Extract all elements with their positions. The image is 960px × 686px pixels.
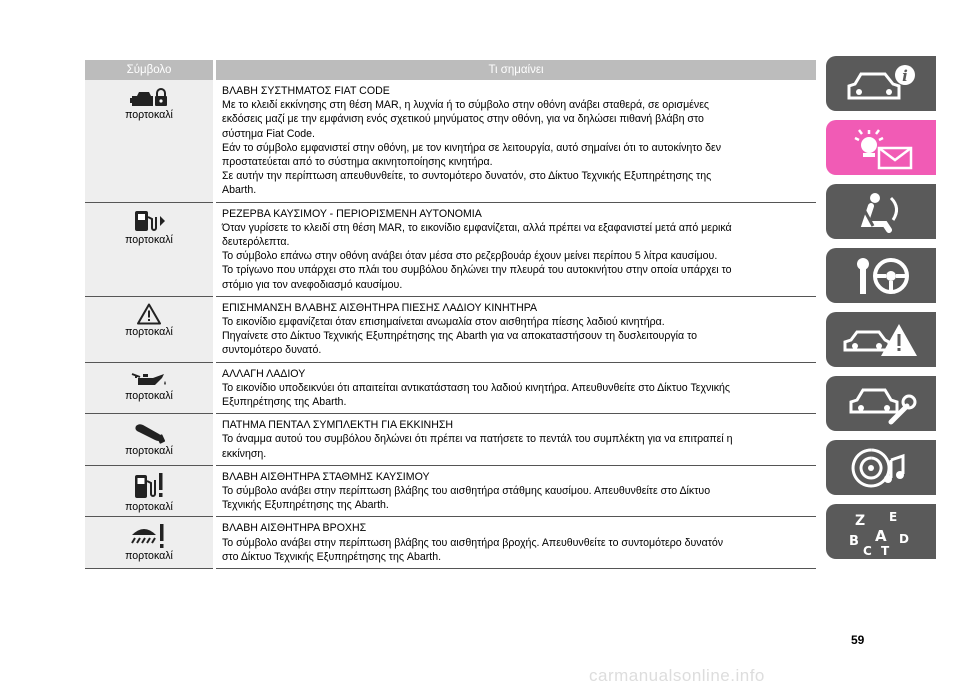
service-wrench-icon bbox=[841, 382, 921, 426]
symbol-color-label: πορτοκαλί bbox=[125, 109, 173, 121]
symbol-color-label: πορτοκαλί bbox=[125, 233, 173, 246]
description-cell bbox=[215, 414, 817, 466]
warning-title: ΒΛΑΒΗ ΑΙΣΘΗΤΗΡΑ ΒΡΟΧΗΣ bbox=[222, 522, 367, 535]
fuel-pump-icon bbox=[131, 209, 167, 233]
svg-text:E: E bbox=[889, 509, 898, 524]
alphabet-index-icon bbox=[841, 507, 921, 557]
warning-title: ΒΛΑΒΗ ΑΙΣΘΗΤΗΡΑ ΣΤΑΘΜΗΣ ΚΑΥΣΙΜΟΥ bbox=[222, 470, 430, 483]
description-line: Εάν το σύμβολο εμφανιστεί στην οθόνη, με τον κινητήρα σε λειτουργία, αυτό σημαίνει ότι το αυτοκίνητο δεν bbox=[222, 141, 722, 154]
symbol-color-label: πορτοκαλί bbox=[125, 445, 173, 458]
chapter-tab-car-crash-warning[interactable] bbox=[826, 312, 936, 367]
warning-title: ΕΠΙΣΗΜΑΝΣΗ ΒΛΑΒΗΣ ΑΙΣΘΗΤΗΡΑ ΠΙΕΣΗΣ ΛΑΔΙΟΥ ΚΙΝΗΤΗΡΑ bbox=[222, 301, 538, 314]
table-row bbox=[85, 202, 816, 296]
oil-can-icon bbox=[129, 369, 169, 389]
symbol-cell bbox=[85, 296, 215, 362]
symbol-column-header: Σύμβολο bbox=[85, 60, 215, 80]
chapter-tab-multimedia[interactable] bbox=[826, 440, 936, 495]
key-steering-wheel-icon bbox=[841, 254, 921, 298]
symbol-color-label: πορτοκαλί bbox=[125, 500, 173, 513]
chapter-tab-alphabet-index[interactable] bbox=[826, 504, 936, 559]
warning-title: ΒΛΑΒΗ ΣΥΣΤΗΜΑΤΟΣ FIAT CODE bbox=[222, 85, 390, 97]
symbol-color-label: πορτοκαλί bbox=[125, 389, 173, 402]
description-line: Το σύμβολο ανάβει στην περίπτωση βλάβης του αισθητήρα βροχής. Απευθυνθείτε το συντομότερο δυνατόν bbox=[222, 536, 724, 549]
description-line: εκκίνηση. bbox=[222, 447, 267, 460]
chapter-tab-service-wrench[interactable] bbox=[826, 376, 936, 431]
svg-text:C: C bbox=[863, 543, 872, 557]
table-row bbox=[85, 517, 816, 569]
description-line: εκδόσεις μαζί με την εμφάνιση ενός σχετικού μηνύματος στην οθόνη, για να δηλώσει πιθανή βλάβη στο bbox=[222, 113, 704, 126]
page-number: 59 bbox=[851, 633, 865, 647]
rain-sensor-fault-icon bbox=[130, 523, 168, 549]
meaning-column-header: Τι σημαίνει bbox=[215, 60, 817, 80]
chapter-tab-warning-light-envelope[interactable] bbox=[826, 120, 936, 175]
symbol-cell bbox=[85, 202, 215, 296]
description-cell bbox=[215, 202, 817, 296]
description-line: Σε αυτήν την περίπτωση απευθυνθείτε, το συντομότερο δυνατόν, στο Δίκτυο Τεχνικής Εξυπηρέτησης της bbox=[222, 170, 712, 183]
description-line: Το εικονίδιο εμφανίζεται όταν επισημαίνεται ανωμαλία στον αισθητήρα πίεσης λαδιού κινητήρα. bbox=[222, 316, 665, 329]
description-cell bbox=[215, 517, 817, 569]
description-line: σύστημα Fiat Code. bbox=[222, 127, 315, 140]
table-header-row bbox=[85, 60, 816, 80]
table-row bbox=[85, 465, 816, 517]
warning-light-envelope-icon bbox=[841, 126, 921, 170]
description-cell bbox=[215, 296, 817, 362]
warning-title: ΠΑΤΗΜΑ ΠΕΝΤΑΛ ΣΥΜΠΛΕΚΤΗ ΓΙΑ ΕΚΚΙΝΗΣΗ bbox=[222, 419, 454, 432]
description-line: Το σύμβολο επάνω στην οθόνη ανάβει όταν μέσα στο ρεζερβουάρ έχουν μείνει περίπου 5 λίτρα καυσίμου. bbox=[222, 250, 718, 263]
symbol-cell bbox=[85, 80, 215, 202]
table-body bbox=[85, 80, 816, 569]
foot-pedal-icon bbox=[131, 420, 167, 444]
description-line: προστατεύεται από το σύστημα ακινητοποίησης κινητήρα. bbox=[222, 156, 493, 169]
svg-text:A: A bbox=[875, 526, 887, 545]
description-cell bbox=[215, 465, 817, 517]
table-row bbox=[85, 80, 816, 202]
engine-lock-icon bbox=[129, 86, 169, 108]
table-row bbox=[85, 414, 816, 466]
description-line: στόμιο για τον ανεφοδιασμό καυσίμου. bbox=[222, 278, 403, 291]
svg-text:T: T bbox=[881, 543, 890, 557]
description-line: Το τρίγωνο που υπάρχει στο πλάι του συμβόλου δηλώνει την πλευρά του αυτοκινήτου στην οποία υπάρχει το bbox=[222, 264, 732, 277]
symbol-color-label: πορτοκαλί bbox=[125, 325, 173, 338]
warning-title: ΑΛΛΑΓΗ ΛΑΔΙΟΥ bbox=[222, 367, 306, 380]
description-line: Το σύμβολο ανάβει στην περίπτωση βλάβης του αισθητήρα στάθμης καυσίμου. Απευθυνθείτε στο Δίκτυο bbox=[222, 485, 711, 498]
symbol-color-label: πορτοκαλί bbox=[125, 550, 173, 563]
svg-text:Z: Z bbox=[855, 512, 866, 529]
car-crash-warning-icon bbox=[841, 318, 921, 362]
description-line: Το άναμμα αυτού του συμβόλου δηλώνει ότι πρέπει να πατήσετε το πεντάλ του συμπλέκτη για να επιτραπεί η bbox=[222, 433, 733, 446]
chapter-tab-seat-airbag[interactable] bbox=[826, 184, 936, 239]
watermark: carmanualsonline.info bbox=[589, 666, 765, 685]
seat-airbag-icon bbox=[841, 190, 921, 234]
warning-title: ΡΕΖΕΡΒΑ ΚΑΥΣΙΜΟΥ - ΠΕΡΙΟΡΙΣΜΕΝΗ ΑΥΤΟΝΟΜΙΑ bbox=[222, 207, 482, 220]
description-line: Το εικονίδιο υποδεικνύει ότι απαιτείται αντικατάσταση του λαδιού κινητήρα. Απευθυνθείτε στο Δίκτυο Τεχνικής bbox=[222, 381, 730, 394]
description-cell bbox=[215, 80, 817, 202]
symbol-cell bbox=[85, 414, 215, 466]
description-line: Με το κλειδί εκκίνησης στη θέση MAR, η λυχνία ή το σύμβολο στην οθόνη ανάβει σταθερά, σε ορισμένες bbox=[222, 99, 710, 112]
warning-triangle-icon bbox=[137, 303, 161, 325]
chapter-tab-car-info[interactable] bbox=[826, 56, 936, 111]
symbol-cell bbox=[85, 465, 215, 517]
svg-text:i: i bbox=[902, 66, 908, 85]
description-line: Πηγαίνετε στο Δίκτυο Τεχνικής Εξυπηρέτησης της Abarth για να αποκαταστήσουν τη δυσλειτουργία το bbox=[222, 330, 698, 343]
description-line: στο Δίκτυο Τεχνικής Εξυπηρέτησης της Abarth. bbox=[222, 550, 442, 563]
chapter-tab-key-steering-wheel[interactable] bbox=[826, 248, 936, 303]
description-line: Εξυπηρέτησης της Abarth. bbox=[222, 396, 347, 409]
description-line: δευτερόλεπτα. bbox=[222, 236, 290, 249]
fuel-sensor-fault-icon bbox=[133, 472, 165, 500]
description-line: Όταν γυρίσετε το κλειδί στη θέση MAR, το εικονίδιο εμφανίζεται, αλλά πρέπει να εξαφανιστεί μετά από μερικά bbox=[222, 221, 732, 234]
symbol-cell bbox=[85, 362, 215, 414]
description-line: Abarth. bbox=[222, 184, 257, 197]
svg-text:D: D bbox=[899, 531, 909, 546]
multimedia-icon bbox=[841, 446, 921, 490]
car-info-icon bbox=[841, 62, 921, 106]
table-row bbox=[85, 362, 816, 414]
svg-text:B: B bbox=[849, 533, 859, 549]
symbol-cell bbox=[85, 517, 215, 569]
description-line: συντομότερο δυνατό. bbox=[222, 344, 322, 357]
symbol-table bbox=[85, 60, 816, 569]
description-cell bbox=[215, 362, 817, 414]
description-line: Τεχνικής Εξυπηρέτησης της Abarth. bbox=[222, 499, 389, 512]
table-row bbox=[85, 296, 816, 362]
